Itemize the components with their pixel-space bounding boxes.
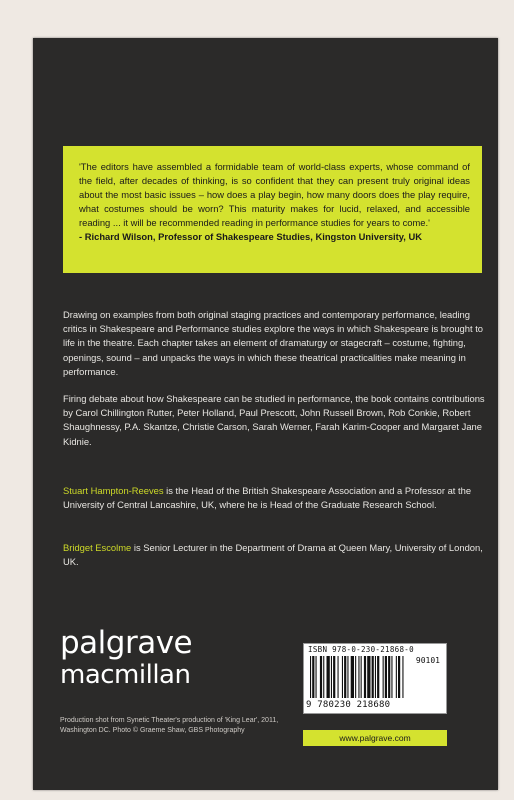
description-paragraph-1: Drawing on examples from both original staging practices and contemporary performance, leading critics in Shakespeare and Performance studies explore the ways in which Shakespeare is brought to life in the theatre. Each chapter takes an element of dramaturgy or stagecraft – costume, fighting, openings, sound – and unpacks the ways in which these theatrical practicalities make meaning in performance. xyxy=(63,309,484,377)
review-quote-text: 'The editors have assembled a formidable team of world-class experts, whose command of the field, after decades of thinking, is so confident that they can present truly original ideas about the most basic issues – how does a play begin, how many doors does the play require, what costumes should be worn? This maturity makes for lucid, relaxed, and accessible reading ... it will be recommended reading in performance studies for years to come.' xyxy=(79,161,470,228)
editor-bio-2 xyxy=(63,541,485,569)
publisher-url[interactable]: www.palgrave.com xyxy=(303,730,447,746)
editor-bio-text-2: is Senior Lecturer in the Department of Drama at Queen Mary, University of London, UK. xyxy=(63,542,483,568)
photo-credit: Production shot from Synetic Theater's production of 'King Lear', 2011, Washington DC. Photo © Graeme Shaw, GBS Photography xyxy=(60,717,279,734)
ean-number: 9 780230 218680 xyxy=(306,700,391,710)
publisher-logo xyxy=(60,627,192,690)
editor-name-1: Stuart Hampton-Reeves xyxy=(63,485,164,496)
publisher-logo-line-2: macmillan xyxy=(60,660,191,690)
price-code: 90101 xyxy=(415,656,440,665)
review-attribution: - Richard Wilson, Professor of Shakespeare Studies, Kingston University, UK xyxy=(79,231,423,242)
publisher-logo-line-1: palgrave xyxy=(60,625,193,661)
barcode-panel xyxy=(303,643,447,714)
editor-bio-1 xyxy=(63,484,485,512)
isbn-text: ISBN 978-0-230-21868-0 xyxy=(308,645,414,654)
review-quote-box xyxy=(63,146,482,273)
barcode-graphic xyxy=(308,656,444,700)
description-paragraph-2: Firing debate about how Shakespeare can be studied in performance, the book contains contributions by Carol Chillington Rutter, Peter Holland, Paul Prescott, John Russell Brown, Rob Conkie, Robert Shaughnessy, P.A. Skantze, Christie Carson, Sarah Werner, Farah Karim-Cooper and Margaret Jane Kidnie. xyxy=(63,393,485,447)
editor-bio-text-1: is the Head of the British Shakespeare Association and a Professor at the University of Central Lancashire, UK, where he is Head of the Graduate Research School. xyxy=(63,485,472,511)
editor-name-2: Bridget Escolme xyxy=(63,542,132,553)
